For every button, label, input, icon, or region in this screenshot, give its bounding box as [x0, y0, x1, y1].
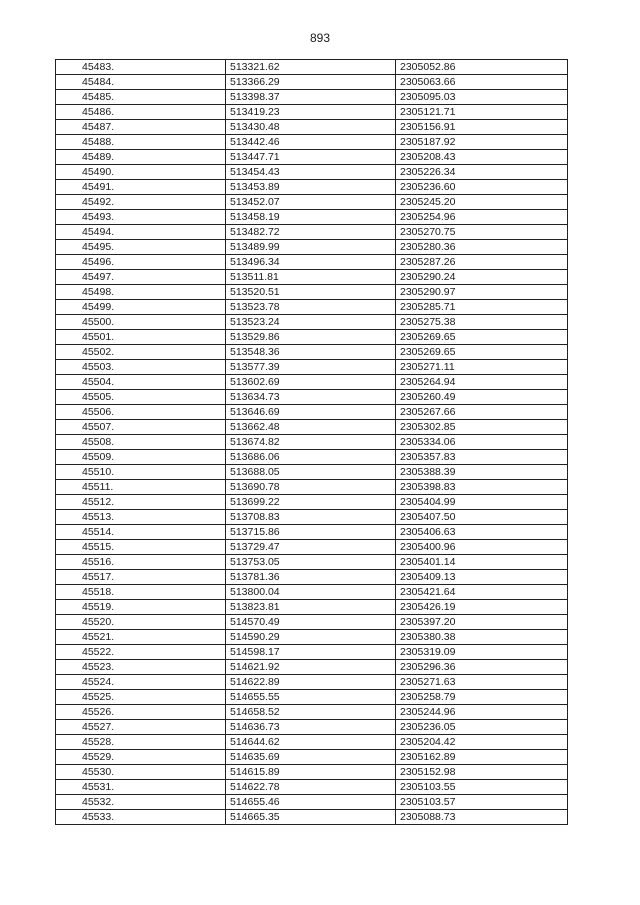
- table-row: [56, 285, 568, 300]
- y-coordinate-cell: 2305271.63: [396, 675, 568, 690]
- y-coordinate-cell: 2305208.43: [396, 150, 568, 165]
- y-coordinate-cell: 2305187.92: [396, 135, 568, 150]
- point-number-cell: 45519.: [56, 600, 226, 615]
- table-row: [56, 465, 568, 480]
- x-coordinate-cell: 513634.73: [226, 390, 396, 405]
- x-coordinate-cell: 513529.86: [226, 330, 396, 345]
- y-coordinate-cell: 2305380.38: [396, 630, 568, 645]
- y-coordinate-cell: 2305296.36: [396, 660, 568, 675]
- point-number-cell: 45517.: [56, 570, 226, 585]
- x-coordinate-cell: 514570.49: [226, 615, 396, 630]
- point-number-cell: 45527.: [56, 720, 226, 735]
- y-coordinate-cell: 2305290.97: [396, 285, 568, 300]
- table-row: [56, 420, 568, 435]
- y-coordinate-cell: 2305052.86: [396, 60, 568, 75]
- point-number-cell: 45533.: [56, 810, 226, 825]
- point-number-cell: 45514.: [56, 525, 226, 540]
- point-number-cell: 45524.: [56, 675, 226, 690]
- table-row: [56, 570, 568, 585]
- table-row: [56, 585, 568, 600]
- y-coordinate-cell: 2305121.71: [396, 105, 568, 120]
- table-row: [56, 720, 568, 735]
- table-row: [56, 195, 568, 210]
- table-row: [56, 225, 568, 240]
- point-number-cell: 45493.: [56, 210, 226, 225]
- point-number-cell: 45515.: [56, 540, 226, 555]
- table-row: [56, 555, 568, 570]
- x-coordinate-cell: 513398.37: [226, 90, 396, 105]
- point-number-cell: 45512.: [56, 495, 226, 510]
- point-number-cell: 45484.: [56, 75, 226, 90]
- coordinates-table: [55, 59, 568, 825]
- x-coordinate-cell: 513577.39: [226, 360, 396, 375]
- x-coordinate-cell: 513453.89: [226, 180, 396, 195]
- y-coordinate-cell: 2305388.39: [396, 465, 568, 480]
- table-row: [56, 780, 568, 795]
- x-coordinate-cell: 513523.78: [226, 300, 396, 315]
- table-row: [56, 330, 568, 345]
- table-row: [56, 135, 568, 150]
- table-row: [56, 405, 568, 420]
- y-coordinate-cell: 2305271.11: [396, 360, 568, 375]
- y-coordinate-cell: 2305357.83: [396, 450, 568, 465]
- x-coordinate-cell: 513781.36: [226, 570, 396, 585]
- x-coordinate-cell: 513548.36: [226, 345, 396, 360]
- point-number-cell: 45510.: [56, 465, 226, 480]
- table-row: [56, 690, 568, 705]
- table-row: [56, 615, 568, 630]
- x-coordinate-cell: 514615.89: [226, 765, 396, 780]
- y-coordinate-cell: 2305319.09: [396, 645, 568, 660]
- point-number-cell: 45516.: [56, 555, 226, 570]
- y-coordinate-cell: 2305290.24: [396, 270, 568, 285]
- table-row: [56, 630, 568, 645]
- x-coordinate-cell: 513430.48: [226, 120, 396, 135]
- point-number-cell: 45526.: [56, 705, 226, 720]
- table-row: [56, 360, 568, 375]
- x-coordinate-cell: 514622.78: [226, 780, 396, 795]
- table-row: [56, 315, 568, 330]
- y-coordinate-cell: 2305400.96: [396, 540, 568, 555]
- table-row: [56, 450, 568, 465]
- table-row: [56, 75, 568, 90]
- table-row: [56, 510, 568, 525]
- x-coordinate-cell: 513454.43: [226, 165, 396, 180]
- point-number-cell: 45494.: [56, 225, 226, 240]
- y-coordinate-cell: 2305258.79: [396, 690, 568, 705]
- x-coordinate-cell: 513800.04: [226, 585, 396, 600]
- point-number-cell: 45513.: [56, 510, 226, 525]
- y-coordinate-cell: 2305156.91: [396, 120, 568, 135]
- y-coordinate-cell: 2305162.89: [396, 750, 568, 765]
- table-row: [56, 165, 568, 180]
- point-number-cell: 45496.: [56, 255, 226, 270]
- point-number-cell: 45491.: [56, 180, 226, 195]
- x-coordinate-cell: 513419.23: [226, 105, 396, 120]
- table-row: [56, 645, 568, 660]
- point-number-cell: 45506.: [56, 405, 226, 420]
- table-row: [56, 525, 568, 540]
- table-row: [56, 600, 568, 615]
- table-row: [56, 390, 568, 405]
- point-number-cell: 45507.: [56, 420, 226, 435]
- y-coordinate-cell: 2305397.20: [396, 615, 568, 630]
- x-coordinate-cell: 513442.46: [226, 135, 396, 150]
- table-row: [56, 150, 568, 165]
- table-row: [56, 300, 568, 315]
- x-coordinate-cell: 514658.52: [226, 705, 396, 720]
- y-coordinate-cell: 2305226.34: [396, 165, 568, 180]
- x-coordinate-cell: 513753.05: [226, 555, 396, 570]
- y-coordinate-cell: 2305269.65: [396, 345, 568, 360]
- point-number-cell: 45495.: [56, 240, 226, 255]
- point-number-cell: 45530.: [56, 765, 226, 780]
- point-number-cell: 45531.: [56, 780, 226, 795]
- x-coordinate-cell: 513699.22: [226, 495, 396, 510]
- y-coordinate-cell: 2305407.50: [396, 510, 568, 525]
- x-coordinate-cell: 513496.34: [226, 255, 396, 270]
- x-coordinate-cell: 513321.62: [226, 60, 396, 75]
- y-coordinate-cell: 2305302.85: [396, 420, 568, 435]
- table-row: [56, 795, 568, 810]
- x-coordinate-cell: 513458.19: [226, 210, 396, 225]
- table-row: [56, 540, 568, 555]
- table-row: [56, 60, 568, 75]
- x-coordinate-cell: 514655.46: [226, 795, 396, 810]
- point-number-cell: 45505.: [56, 390, 226, 405]
- point-number-cell: 45508.: [56, 435, 226, 450]
- x-coordinate-cell: 513447.71: [226, 150, 396, 165]
- x-coordinate-cell: 513715.86: [226, 525, 396, 540]
- point-number-cell: 45502.: [56, 345, 226, 360]
- table-row: [56, 105, 568, 120]
- x-coordinate-cell: 513523.24: [226, 315, 396, 330]
- x-coordinate-cell: 514635.69: [226, 750, 396, 765]
- table-row: [56, 270, 568, 285]
- y-coordinate-cell: 2305095.03: [396, 90, 568, 105]
- y-coordinate-cell: 2305236.60: [396, 180, 568, 195]
- table-row: [56, 675, 568, 690]
- y-coordinate-cell: 2305269.65: [396, 330, 568, 345]
- x-coordinate-cell: 513690.78: [226, 480, 396, 495]
- x-coordinate-cell: 513520.51: [226, 285, 396, 300]
- x-coordinate-cell: 513646.69: [226, 405, 396, 420]
- y-coordinate-cell: 2305334.06: [396, 435, 568, 450]
- table-row: [56, 765, 568, 780]
- point-number-cell: 45492.: [56, 195, 226, 210]
- y-coordinate-cell: 2305426.19: [396, 600, 568, 615]
- table-row: [56, 735, 568, 750]
- x-coordinate-cell: 513823.81: [226, 600, 396, 615]
- point-number-cell: 45520.: [56, 615, 226, 630]
- point-number-cell: 45532.: [56, 795, 226, 810]
- point-number-cell: 45503.: [56, 360, 226, 375]
- x-coordinate-cell: 513688.05: [226, 465, 396, 480]
- point-number-cell: 45490.: [56, 165, 226, 180]
- y-coordinate-cell: 2305285.71: [396, 300, 568, 315]
- point-number-cell: 45497.: [56, 270, 226, 285]
- y-coordinate-cell: 2305103.57: [396, 795, 568, 810]
- point-number-cell: 45486.: [56, 105, 226, 120]
- point-number-cell: 45521.: [56, 630, 226, 645]
- table-row: [56, 810, 568, 825]
- x-coordinate-cell: 513511.81: [226, 270, 396, 285]
- table-row: [56, 660, 568, 675]
- point-number-cell: 45498.: [56, 285, 226, 300]
- point-number-cell: 45488.: [56, 135, 226, 150]
- y-coordinate-cell: 2305409.13: [396, 570, 568, 585]
- table-row: [56, 705, 568, 720]
- y-coordinate-cell: 2305204.42: [396, 735, 568, 750]
- table-row: [56, 255, 568, 270]
- y-coordinate-cell: 2305406.63: [396, 525, 568, 540]
- y-coordinate-cell: 2305088.73: [396, 810, 568, 825]
- point-number-cell: 45499.: [56, 300, 226, 315]
- y-coordinate-cell: 2305245.20: [396, 195, 568, 210]
- y-coordinate-cell: 2305103.55: [396, 780, 568, 795]
- y-coordinate-cell: 2305287.26: [396, 255, 568, 270]
- table-row: [56, 435, 568, 450]
- x-coordinate-cell: 513662.48: [226, 420, 396, 435]
- point-number-cell: 45511.: [56, 480, 226, 495]
- x-coordinate-cell: 514622.89: [226, 675, 396, 690]
- x-coordinate-cell: 514655.55: [226, 690, 396, 705]
- x-coordinate-cell: 513686.06: [226, 450, 396, 465]
- x-coordinate-cell: 513708.83: [226, 510, 396, 525]
- y-coordinate-cell: 2305264.94: [396, 375, 568, 390]
- x-coordinate-cell: 514590.29: [226, 630, 396, 645]
- y-coordinate-cell: 2305244.96: [396, 705, 568, 720]
- table-row: [56, 750, 568, 765]
- x-coordinate-cell: 513489.99: [226, 240, 396, 255]
- table-row: [56, 180, 568, 195]
- y-coordinate-cell: 2305260.49: [396, 390, 568, 405]
- x-coordinate-cell: 513366.29: [226, 75, 396, 90]
- x-coordinate-cell: 514598.17: [226, 645, 396, 660]
- y-coordinate-cell: 2305275.38: [396, 315, 568, 330]
- x-coordinate-cell: 513729.47: [226, 540, 396, 555]
- y-coordinate-cell: 2305267.66: [396, 405, 568, 420]
- point-number-cell: 45504.: [56, 375, 226, 390]
- point-number-cell: 45501.: [56, 330, 226, 345]
- point-number-cell: 45523.: [56, 660, 226, 675]
- table-row: [56, 240, 568, 255]
- y-coordinate-cell: 2305401.14: [396, 555, 568, 570]
- coordinates-table-body: [56, 60, 568, 825]
- y-coordinate-cell: 2305254.96: [396, 210, 568, 225]
- table-row: [56, 90, 568, 105]
- y-coordinate-cell: 2305280.36: [396, 240, 568, 255]
- y-coordinate-cell: 2305063.66: [396, 75, 568, 90]
- point-number-cell: 45529.: [56, 750, 226, 765]
- point-number-cell: 45509.: [56, 450, 226, 465]
- table-row: [56, 120, 568, 135]
- x-coordinate-cell: 514665.35: [226, 810, 396, 825]
- x-coordinate-cell: 513602.69: [226, 375, 396, 390]
- point-number-cell: 45483.: [56, 60, 226, 75]
- y-coordinate-cell: 2305236.05: [396, 720, 568, 735]
- x-coordinate-cell: 513482.72: [226, 225, 396, 240]
- x-coordinate-cell: 513674.82: [226, 435, 396, 450]
- table-row: [56, 375, 568, 390]
- point-number-cell: 45500.: [56, 315, 226, 330]
- point-number-cell: 45485.: [56, 90, 226, 105]
- point-number-cell: 45525.: [56, 690, 226, 705]
- table-row: [56, 210, 568, 225]
- table-row: [56, 495, 568, 510]
- x-coordinate-cell: 514621.92: [226, 660, 396, 675]
- point-number-cell: 45518.: [56, 585, 226, 600]
- point-number-cell: 45522.: [56, 645, 226, 660]
- y-coordinate-cell: 2305152.98: [396, 765, 568, 780]
- x-coordinate-cell: 514636.73: [226, 720, 396, 735]
- y-coordinate-cell: 2305404.99: [396, 495, 568, 510]
- page-number: 893: [309, 31, 331, 45]
- point-number-cell: 45489.: [56, 150, 226, 165]
- y-coordinate-cell: 2305398.83: [396, 480, 568, 495]
- y-coordinate-cell: 2305421.64: [396, 585, 568, 600]
- point-number-cell: 45487.: [56, 120, 226, 135]
- point-number-cell: 45528.: [56, 735, 226, 750]
- y-coordinate-cell: 2305270.75: [396, 225, 568, 240]
- table-row: [56, 480, 568, 495]
- table-row: [56, 345, 568, 360]
- x-coordinate-cell: 514644.62: [226, 735, 396, 750]
- x-coordinate-cell: 513452.07: [226, 195, 396, 210]
